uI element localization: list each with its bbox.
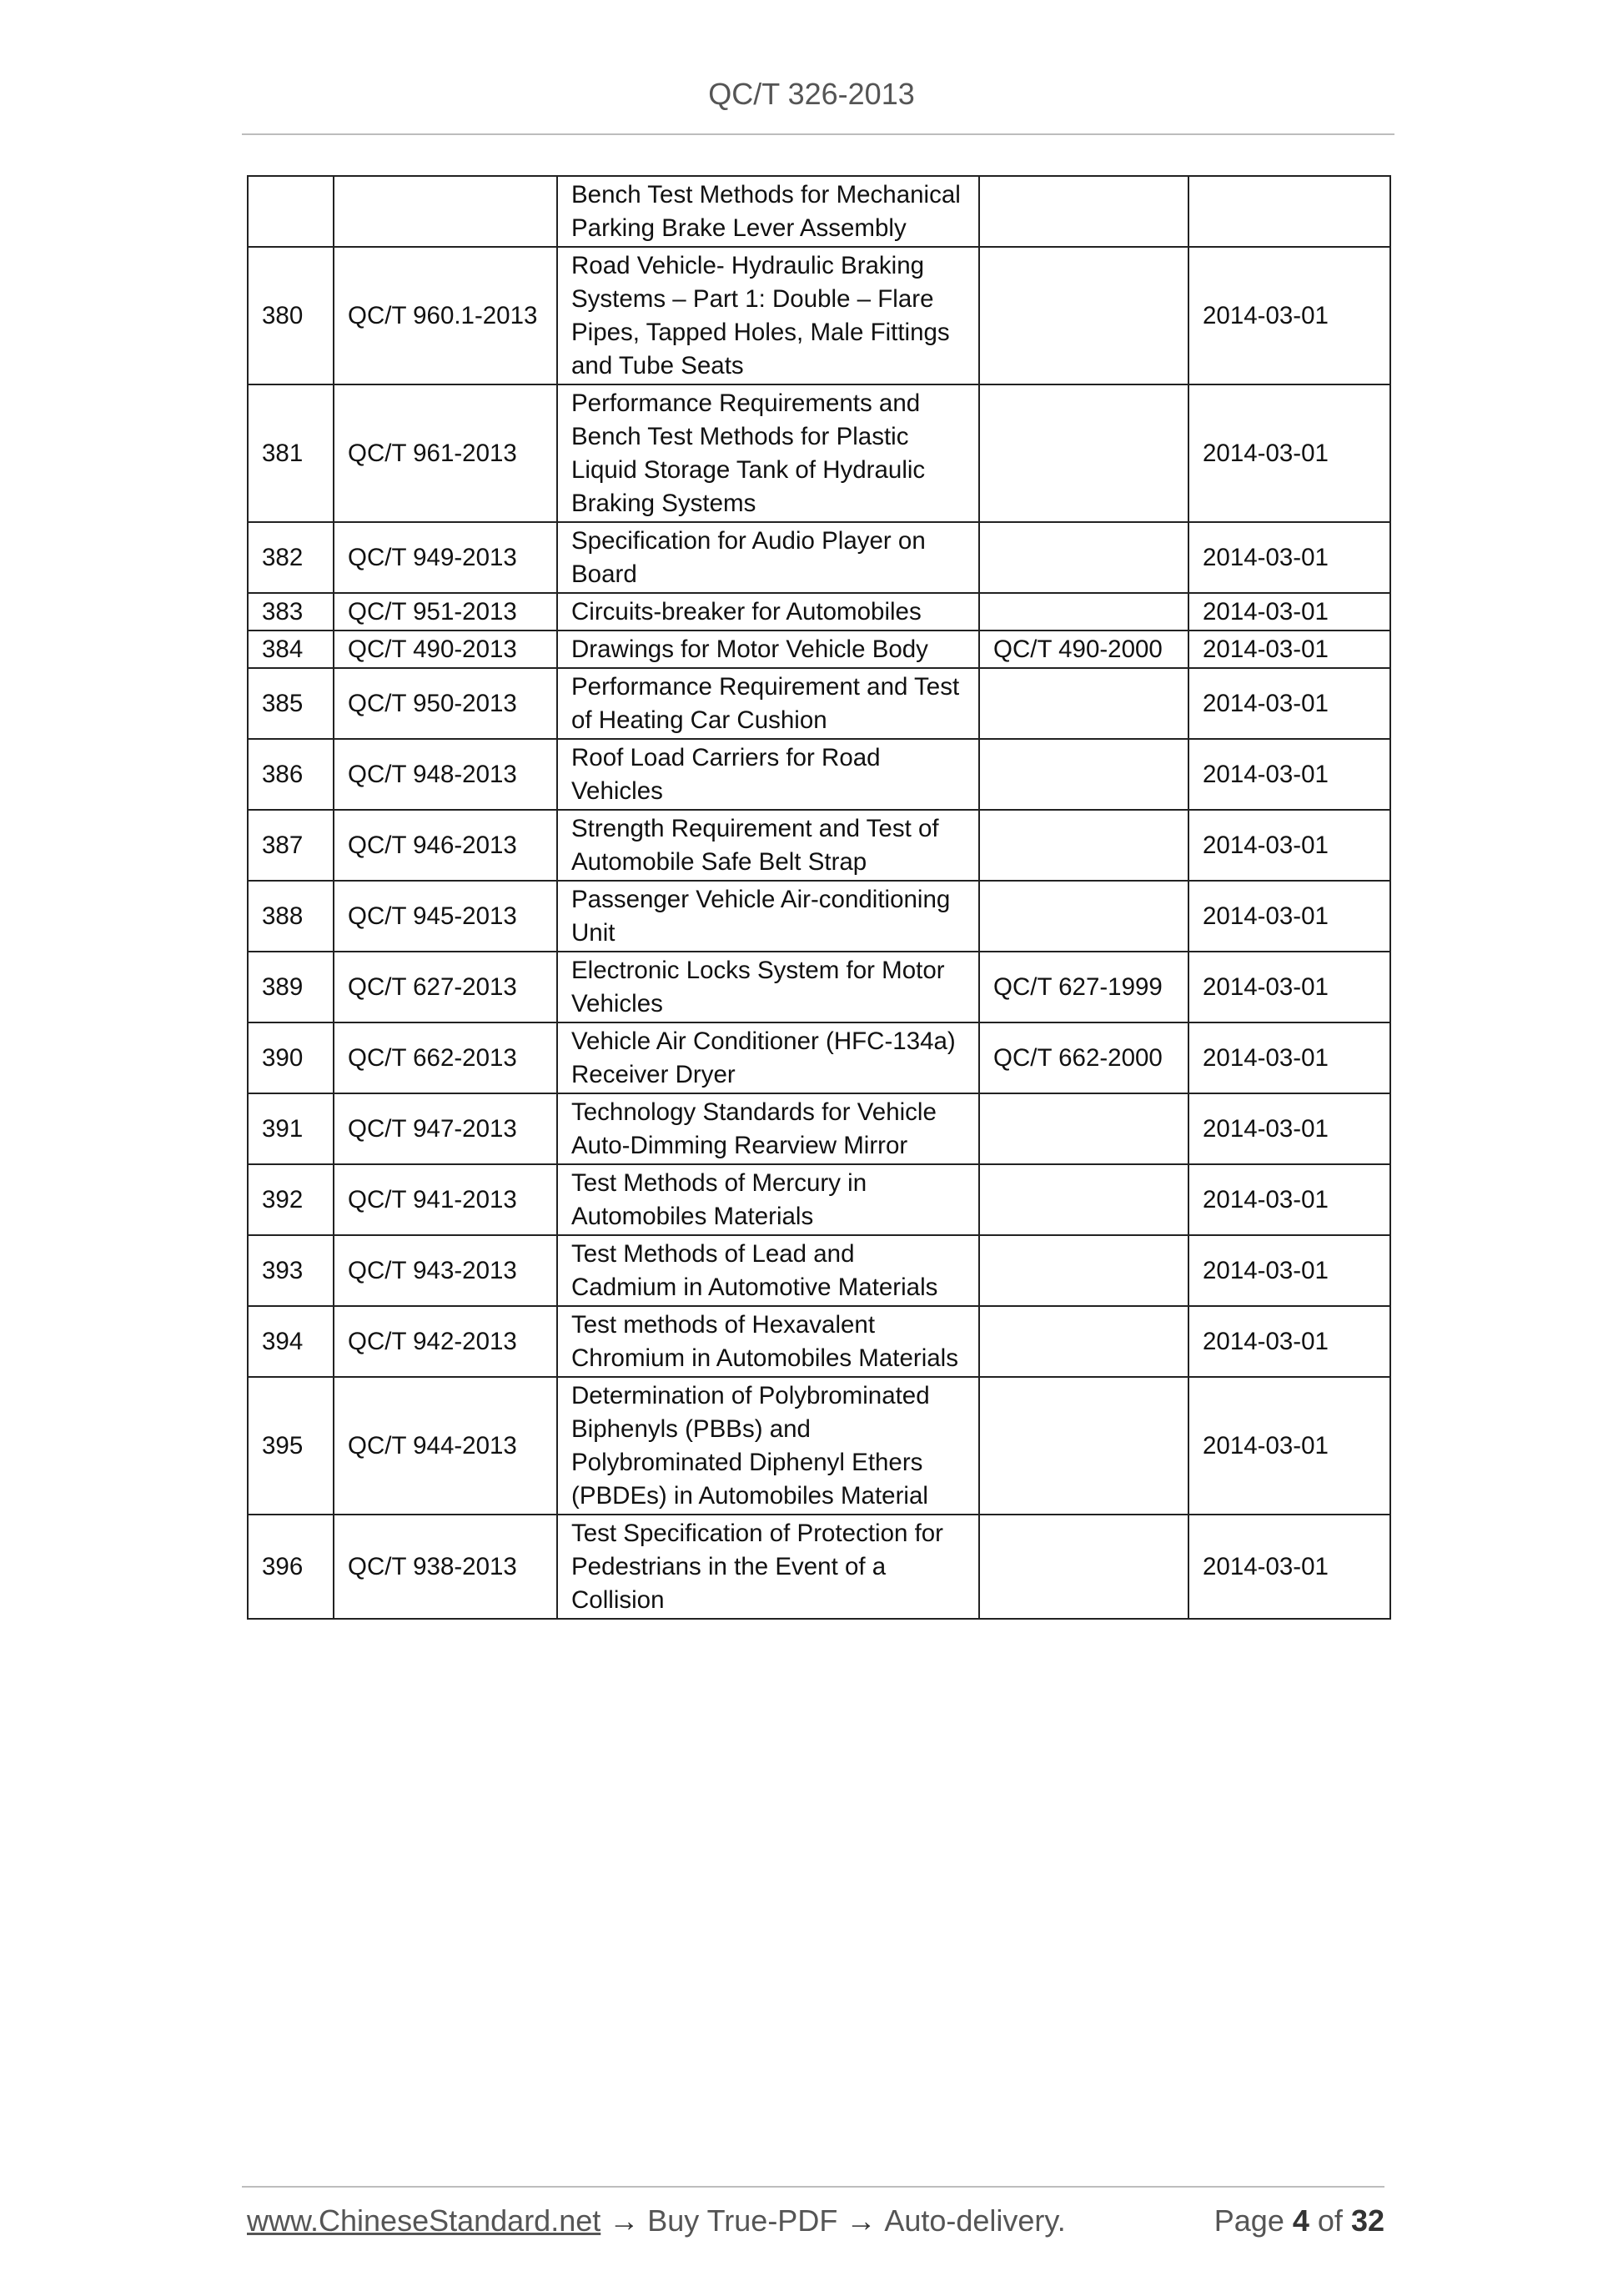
- cell-replaced-standard: [979, 1164, 1188, 1235]
- cell-implementation-date: 2014-03-01: [1188, 593, 1390, 631]
- table-row: [248, 881, 1390, 952]
- cell-implementation-date: 2014-03-01: [1188, 739, 1390, 810]
- page-label: Page: [1213, 2203, 1284, 2238]
- page-number: [1214, 2203, 1384, 2238]
- cell-title: Performance Requirements and Bench Test Methods for Plastic Liquid Storage Tank of Hydraulic Braking Systems: [557, 384, 979, 522]
- cell-standard-code: QC/T 662-2013: [334, 1022, 557, 1093]
- cell-standard-code: QC/T 960.1-2013: [334, 247, 557, 384]
- cell-replaced-standard: QC/T 490-2000: [979, 631, 1188, 668]
- table-row: [248, 1515, 1390, 1619]
- cell-standard-code: QC/T 951-2013: [334, 593, 557, 631]
- cell-number: 390: [248, 1022, 334, 1093]
- table-row: [248, 810, 1390, 881]
- cell-replaced-standard: [979, 668, 1188, 739]
- arrow-right-icon: →: [609, 2203, 640, 2238]
- cell-implementation-date: 2014-03-01: [1188, 1164, 1390, 1235]
- cell-replaced-standard: [979, 384, 1188, 522]
- page-header-title: QC/T 326-2013: [708, 77, 915, 111]
- cell-number: 383: [248, 593, 334, 631]
- cell-number: 393: [248, 1235, 334, 1306]
- standards-table-body: [248, 176, 1390, 1619]
- cell-standard-code: QC/T 948-2013: [334, 739, 557, 810]
- cell-number: 387: [248, 810, 334, 881]
- cell-number: 384: [248, 631, 334, 668]
- cell-number: 391: [248, 1093, 334, 1164]
- cell-number: 395: [248, 1377, 334, 1515]
- table-row: [248, 384, 1390, 522]
- chinese-standard-link[interactable]: www.ChineseStandard.net: [247, 2203, 601, 2238]
- cell-number: 382: [248, 522, 334, 593]
- table-row: [248, 1093, 1390, 1164]
- cell-title: Circuits-breaker for Automobiles: [557, 593, 979, 631]
- cell-title: Specification for Audio Player on Board: [557, 522, 979, 593]
- buy-true-pdf-text: Buy True-PDF: [647, 2203, 838, 2238]
- cell-standard-code: [334, 176, 557, 247]
- cell-standard-code: QC/T 946-2013: [334, 810, 557, 881]
- table-row: [248, 593, 1390, 631]
- table-row: [248, 247, 1390, 384]
- footer-divider: [242, 2186, 1384, 2188]
- cell-implementation-date: 2014-03-01: [1188, 1377, 1390, 1515]
- cell-standard-code: QC/T 942-2013: [334, 1306, 557, 1377]
- cell-implementation-date: 2014-03-01: [1188, 952, 1390, 1022]
- cell-implementation-date: 2014-03-01: [1188, 1235, 1390, 1306]
- cell-replaced-standard: [979, 881, 1188, 952]
- cell-number: 396: [248, 1515, 334, 1619]
- page-footer: [247, 2203, 1384, 2245]
- cell-title: Road Vehicle- Hydraulic Braking Systems – Part 1: Double – Flare Pipes, Tapped Holes, Male Fittings and Tube Seats: [557, 247, 979, 384]
- cell-implementation-date: [1188, 176, 1390, 247]
- cell-replaced-standard: [979, 1093, 1188, 1164]
- cell-title: Determination of Polybrominated Biphenyls (PBBs) and Polybrominated Diphenyl Ethers (PBDEs) in Automobiles Material: [557, 1377, 979, 1515]
- cell-title: Test Methods of Mercury in Automobiles Materials: [557, 1164, 979, 1235]
- cell-number: 388: [248, 881, 334, 952]
- cell-implementation-date: 2014-03-01: [1188, 247, 1390, 384]
- cell-standard-code: QC/T 944-2013: [334, 1377, 557, 1515]
- cell-replaced-standard: [979, 1306, 1188, 1377]
- table-row: [248, 1164, 1390, 1235]
- table-row: [248, 1306, 1390, 1377]
- cell-standard-code: QC/T 961-2013: [334, 384, 557, 522]
- cell-title: Test Specification of Protection for Pedestrians in the Event of a Collision: [557, 1515, 979, 1619]
- cell-title: Test Methods of Lead and Cadmium in Automotive Materials: [557, 1235, 979, 1306]
- cell-replaced-standard: [979, 1515, 1188, 1619]
- cell-implementation-date: 2014-03-01: [1188, 1093, 1390, 1164]
- cell-number: 386: [248, 739, 334, 810]
- cell-title: Electronic Locks System for Motor Vehicles: [557, 952, 979, 1022]
- standards-table: [247, 175, 1391, 1620]
- cell-number: 394: [248, 1306, 334, 1377]
- cell-title: Drawings for Motor Vehicle Body: [557, 631, 979, 668]
- table-row: [248, 1022, 1390, 1093]
- cell-implementation-date: 2014-03-01: [1188, 522, 1390, 593]
- cell-replaced-standard: [979, 739, 1188, 810]
- cell-implementation-date: 2014-03-01: [1188, 631, 1390, 668]
- cell-number: 389: [248, 952, 334, 1022]
- table-row: [248, 176, 1390, 247]
- cell-number: 381: [248, 384, 334, 522]
- cell-title: Test methods of Hexavalent Chromium in Automobiles Materials: [557, 1306, 979, 1377]
- cell-replaced-standard: [979, 1235, 1188, 1306]
- cell-standard-code: QC/T 943-2013: [334, 1235, 557, 1306]
- cell-number: 380: [248, 247, 334, 384]
- cell-standard-code: QC/T 945-2013: [334, 881, 557, 952]
- table-row: [248, 522, 1390, 593]
- cell-replaced-standard: [979, 176, 1188, 247]
- cell-number: 392: [248, 1164, 334, 1235]
- cell-replaced-standard: QC/T 662-2000: [979, 1022, 1188, 1093]
- auto-delivery-text: Auto-delivery.: [884, 2203, 1066, 2238]
- page-current: 4: [1292, 2203, 1309, 2238]
- cell-title: Performance Requirement and Test of Heating Car Cushion: [557, 668, 979, 739]
- page-total: 32: [1350, 2203, 1384, 2238]
- of-label: of: [1317, 2203, 1343, 2238]
- cell-implementation-date: 2014-03-01: [1188, 668, 1390, 739]
- cell-implementation-date: 2014-03-01: [1188, 1515, 1390, 1619]
- cell-implementation-date: 2014-03-01: [1188, 881, 1390, 952]
- cell-standard-code: QC/T 947-2013: [334, 1093, 557, 1164]
- cell-standard-code: QC/T 941-2013: [334, 1164, 557, 1235]
- cell-standard-code: QC/T 950-2013: [334, 668, 557, 739]
- footer-promo: [247, 2203, 1066, 2238]
- cell-title: Roof Load Carriers for Road Vehicles: [557, 739, 979, 810]
- table-row: [248, 631, 1390, 668]
- cell-standard-code: QC/T 949-2013: [334, 522, 557, 593]
- cell-replaced-standard: [979, 810, 1188, 881]
- cell-number: 385: [248, 668, 334, 739]
- cell-title: Vehicle Air Conditioner (HFC-134a) Receiver Dryer: [557, 1022, 979, 1093]
- cell-number: [248, 176, 334, 247]
- table-row: [248, 739, 1390, 810]
- cell-title: Bench Test Methods for Mechanical Parking Brake Lever Assembly: [557, 176, 979, 247]
- cell-standard-code: QC/T 938-2013: [334, 1515, 557, 1619]
- cell-title: Strength Requirement and Test of Automobile Safe Belt Strap: [557, 810, 979, 881]
- cell-implementation-date: 2014-03-01: [1188, 810, 1390, 881]
- cell-implementation-date: 2014-03-01: [1188, 1022, 1390, 1093]
- cell-replaced-standard: QC/T 627-1999: [979, 952, 1188, 1022]
- cell-replaced-standard: [979, 522, 1188, 593]
- cell-implementation-date: 2014-03-01: [1188, 384, 1390, 522]
- arrow-right-icon: →: [846, 2203, 877, 2238]
- cell-replaced-standard: [979, 247, 1188, 384]
- cell-title: Technology Standards for Vehicle Auto-Dimming Rearview Mirror: [557, 1093, 979, 1164]
- cell-replaced-standard: [979, 593, 1188, 631]
- table-row: [248, 952, 1390, 1022]
- cell-implementation-date: 2014-03-01: [1188, 1306, 1390, 1377]
- cell-replaced-standard: [979, 1377, 1188, 1515]
- cell-title: Passenger Vehicle Air-conditioning Unit: [557, 881, 979, 952]
- cell-standard-code: QC/T 627-2013: [334, 952, 557, 1022]
- header-divider: [242, 133, 1394, 135]
- table-row: [248, 1377, 1390, 1515]
- cell-standard-code: QC/T 490-2013: [334, 631, 557, 668]
- table-row: [248, 668, 1390, 739]
- table-row: [248, 1235, 1390, 1306]
